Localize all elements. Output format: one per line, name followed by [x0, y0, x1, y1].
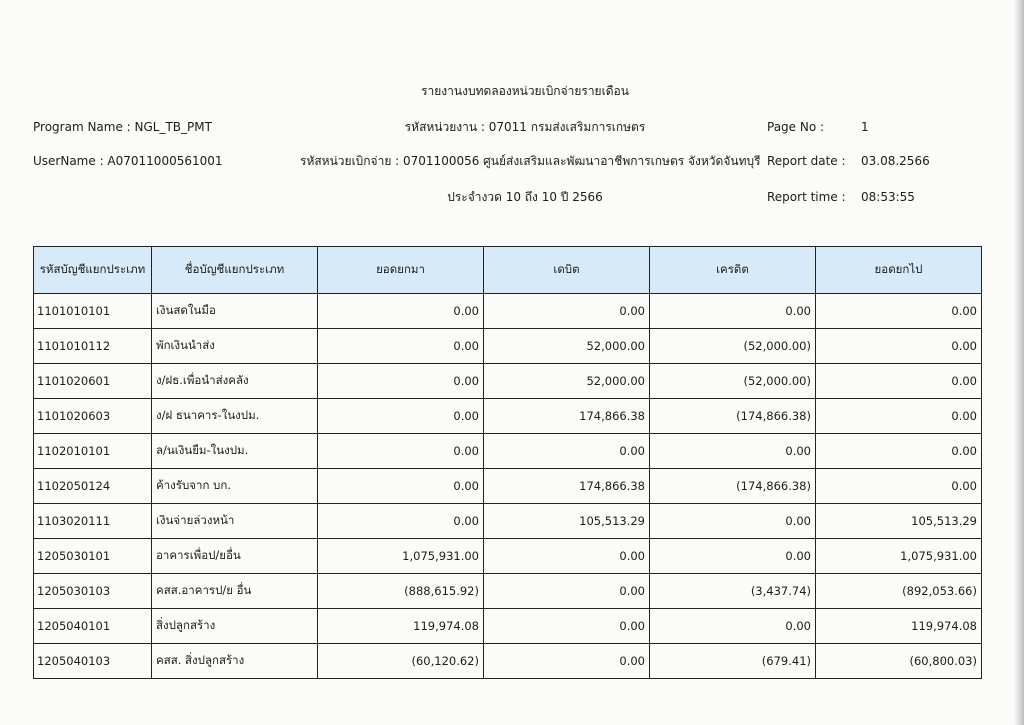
account-code-cell: 1101010101	[34, 294, 152, 329]
col-credit: เครดิต	[650, 247, 816, 294]
debit-cell: 52,000.00	[484, 364, 650, 399]
debit-cell: 0.00	[484, 644, 650, 679]
table-row	[34, 574, 982, 609]
debit-cell: 0.00	[484, 539, 650, 574]
table-row	[34, 434, 982, 469]
report-time-label: Report time :	[767, 190, 846, 204]
closing-balance-cell: 0.00	[816, 294, 982, 329]
trial-balance-table	[33, 246, 982, 679]
debit-cell: 52,000.00	[484, 329, 650, 364]
opening-balance-cell: (888,615.92)	[318, 574, 484, 609]
col-closing-balance: ยอดยกไป	[816, 247, 982, 294]
closing-balance-cell: 0.00	[816, 399, 982, 434]
account-name-cell: สิ่งปลูกสร้าง	[152, 609, 318, 644]
page-no-label: Page No :	[767, 120, 825, 134]
account-code-cell: 1103020111	[34, 504, 152, 539]
table-row	[34, 504, 982, 539]
table-row	[34, 364, 982, 399]
table-row	[34, 399, 982, 434]
table-body	[34, 294, 982, 679]
credit-cell: (52,000.00)	[650, 329, 816, 364]
scan-edge	[1014, 0, 1024, 725]
account-name-cell: เงินสดในมือ	[152, 294, 318, 329]
account-code-cell: 1205030103	[34, 574, 152, 609]
opening-balance-cell: 119,974.08	[318, 609, 484, 644]
account-name-cell: อาคารเพื่อป/ยอื่น	[152, 539, 318, 574]
agency-code: รหัสหน่วยงาน : 07011 กรมส่งเสริมการเกษตร	[404, 120, 646, 134]
table-row	[34, 539, 982, 574]
table-header-row	[34, 247, 982, 294]
account-code-cell: 1205030101	[34, 539, 152, 574]
opening-balance-cell: 0.00	[318, 469, 484, 504]
col-opening-balance: ยอดยกมา	[318, 247, 484, 294]
account-name-cell: พักเงินนำส่ง	[152, 329, 318, 364]
account-code-cell: 1205040103	[34, 644, 152, 679]
col-account-name: ชื่อบัญชีแยกประเภท	[152, 247, 318, 294]
closing-balance-cell: (60,800.03)	[816, 644, 982, 679]
report-period: ประจำงวด 10 ถึง 10 ปี 2566	[447, 190, 603, 204]
debit-cell: 105,513.29	[484, 504, 650, 539]
credit-cell: 0.00	[650, 294, 816, 329]
report-date-value: 03.08.2566	[861, 154, 930, 168]
credit-cell: (52,000.00)	[650, 364, 816, 399]
program-name: Program Name : NGL_TB_PMT	[33, 120, 212, 134]
closing-balance-cell: 119,974.08	[816, 609, 982, 644]
user-name: UserName : A07011000561001	[33, 154, 223, 168]
account-name-cell: ล/นเงินยืม-ในงปม.	[152, 434, 318, 469]
debit-cell: 174,866.38	[484, 469, 650, 504]
closing-balance-cell: (892,053.66)	[816, 574, 982, 609]
closing-balance-cell: 1,075,931.00	[816, 539, 982, 574]
table-row	[34, 294, 982, 329]
credit-cell: (679.41)	[650, 644, 816, 679]
account-code-cell: 1101020603	[34, 399, 152, 434]
page-no-value: 1	[861, 120, 869, 134]
col-debit: เดบิต	[484, 247, 650, 294]
credit-cell: 0.00	[650, 539, 816, 574]
debit-cell: 0.00	[484, 434, 650, 469]
opening-balance-cell: 0.00	[318, 434, 484, 469]
account-name-cell: คสส. สิ่งปลูกสร้าง	[152, 644, 318, 679]
table-row	[34, 329, 982, 364]
opening-balance-cell: (60,120.62)	[318, 644, 484, 679]
account-name-cell: ง/ฝ ธนาคาร-ในงปม.	[152, 399, 318, 434]
account-name-cell: เงินจ่ายล่วงหน้า	[152, 504, 318, 539]
account-code-cell: 1205040101	[34, 609, 152, 644]
account-name-cell: ค้างรับจาก บก.	[152, 469, 318, 504]
account-name-cell: ง/ฝธ.เพื่อนำส่งคลัง	[152, 364, 318, 399]
opening-balance-cell: 0.00	[318, 364, 484, 399]
closing-balance-cell: 105,513.29	[816, 504, 982, 539]
col-account-code: รหัสบัญชีแยกประเภท	[34, 247, 152, 294]
credit-cell: (3,437.74)	[650, 574, 816, 609]
opening-balance-cell: 1,075,931.00	[318, 539, 484, 574]
opening-balance-cell: 0.00	[318, 294, 484, 329]
credit-cell: 0.00	[650, 434, 816, 469]
account-code-cell: 1102050124	[34, 469, 152, 504]
debit-cell: 0.00	[484, 609, 650, 644]
closing-balance-cell: 0.00	[816, 364, 982, 399]
closing-balance-cell: 0.00	[816, 434, 982, 469]
report-date-label: Report date :	[767, 154, 846, 168]
opening-balance-cell: 0.00	[318, 329, 484, 364]
credit-cell: 0.00	[650, 609, 816, 644]
report-time-value: 08:53:55	[861, 190, 915, 204]
account-code-cell: 1101010112	[34, 329, 152, 364]
account-code-cell: 1101020601	[34, 364, 152, 399]
disbursement-unit: รหัสหน่วยเบิกจ่าย : 0701100056 ศูนย์ส่งเสริมและพัฒนาอาชีพการเกษตร จังหวัดจันทบุรี	[300, 154, 761, 168]
account-name-cell: คสส.อาคารป/ย อื่น	[152, 574, 318, 609]
table-row	[34, 469, 982, 504]
credit-cell: (174,866.38)	[650, 399, 816, 434]
debit-cell: 0.00	[484, 294, 650, 329]
credit-cell: 0.00	[650, 504, 816, 539]
closing-balance-cell: 0.00	[816, 469, 982, 504]
opening-balance-cell: 0.00	[318, 399, 484, 434]
credit-cell: (174,866.38)	[650, 469, 816, 504]
account-code-cell: 1102010101	[34, 434, 152, 469]
opening-balance-cell: 0.00	[318, 504, 484, 539]
table-row	[34, 609, 982, 644]
debit-cell: 0.00	[484, 574, 650, 609]
report-title: รายงานงบทดลองหน่วยเบิกจ่ายรายเดือน	[421, 84, 629, 98]
closing-balance-cell: 0.00	[816, 329, 982, 364]
debit-cell: 174,866.38	[484, 399, 650, 434]
table-row	[34, 644, 982, 679]
